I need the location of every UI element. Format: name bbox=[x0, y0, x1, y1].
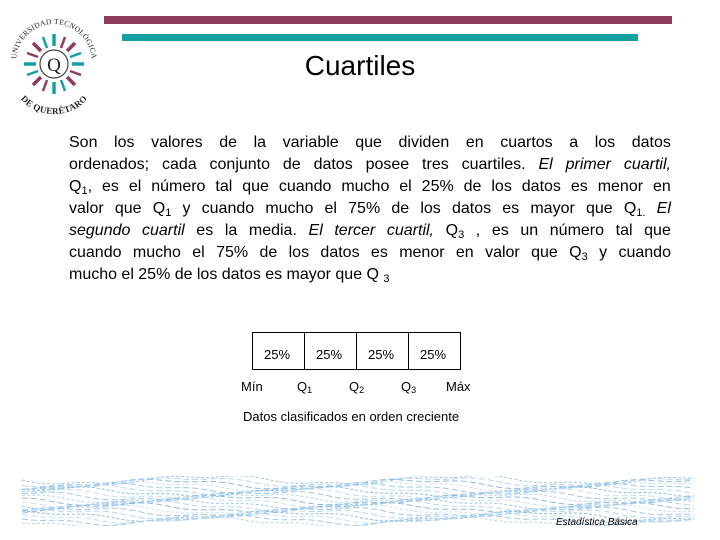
paragraph-word: cuando bbox=[201, 200, 255, 217]
logo-text-top: UNIVERSIDAD TECNOLÓGICA bbox=[9, 16, 99, 60]
paragraph-word: es bbox=[265, 266, 283, 283]
wave-line bbox=[22, 505, 694, 515]
paragraph-word: cuartil bbox=[142, 222, 185, 239]
paragraph-word: que bbox=[114, 200, 142, 217]
footer-course-name: Estadística Básica bbox=[556, 517, 638, 528]
quartile-percent: 25% bbox=[368, 347, 395, 362]
quartile-symbol: Q $_3$ bbox=[366, 266, 390, 285]
paragraph-word: datos bbox=[521, 178, 561, 195]
quartile-percent: 25% bbox=[316, 347, 343, 362]
paragraph-word: de bbox=[391, 200, 410, 217]
paragraph-word: mayor bbox=[286, 266, 331, 283]
paragraph-word: , bbox=[475, 222, 481, 239]
paragraph-word: en bbox=[465, 134, 484, 151]
paragraph-word: valores bbox=[151, 134, 203, 151]
paragraph-word: en bbox=[455, 244, 474, 261]
q1-label: $Q_1$ bbox=[297, 379, 313, 395]
paragraph-word: los bbox=[196, 266, 218, 283]
paragraph-word: la bbox=[253, 134, 267, 151]
paragraph-word: los bbox=[114, 134, 135, 151]
wave-line bbox=[22, 494, 694, 503]
paragraph-word: en bbox=[652, 178, 671, 195]
paragraph-word: que bbox=[242, 178, 269, 195]
page-title: Cuartiles bbox=[304, 50, 416, 81]
paragraph-word: valor bbox=[69, 200, 104, 217]
paragraph-word: menor bbox=[597, 178, 644, 195]
paragraph-word: es bbox=[101, 178, 119, 195]
paragraph-word: datos bbox=[313, 156, 353, 173]
paragraph-word: de bbox=[282, 156, 301, 173]
max-label: Máx bbox=[446, 379, 471, 394]
paragraph-word: El bbox=[656, 200, 671, 217]
paragraph-word: que bbox=[355, 134, 382, 151]
paragraph-word: los bbox=[288, 244, 310, 261]
paragraph-word: la bbox=[224, 222, 238, 239]
paragraph-word: y bbox=[599, 244, 608, 261]
quartile-divider bbox=[304, 332, 305, 370]
paragraph-word: cuartil, bbox=[386, 222, 434, 239]
paragraph-word: valor bbox=[485, 244, 520, 261]
paragraph-word: de bbox=[463, 178, 482, 195]
paragraph-word: 25% bbox=[138, 266, 171, 283]
quartile-divider bbox=[408, 332, 409, 370]
paragraph-word: es bbox=[370, 244, 388, 261]
paragraph-word: cuando bbox=[618, 244, 671, 261]
paragraph-word: el bbox=[121, 266, 134, 283]
paragraph-word: mucho bbox=[341, 178, 390, 195]
paragraph-word: de bbox=[219, 134, 238, 151]
q3-label: $Q_3$ bbox=[401, 379, 417, 395]
paragraph-word: que bbox=[585, 200, 613, 217]
paragraph-word: que bbox=[644, 222, 671, 239]
diagram-caption: Datos clasificados en orden creciente bbox=[243, 409, 460, 424]
paragraph-word: número bbox=[151, 178, 206, 195]
logo-letter: Q bbox=[47, 55, 61, 76]
q2-label: $Q_2$ bbox=[349, 379, 365, 395]
paragraph-word: el bbox=[324, 200, 337, 217]
paragraph-word: los bbox=[420, 200, 441, 217]
paragraph-word: mucho bbox=[132, 244, 181, 261]
paragraph-word: los bbox=[491, 178, 512, 195]
paragraph-word: cuartil, bbox=[623, 156, 671, 173]
paragraph-word: 25% bbox=[421, 178, 454, 195]
paragraph-word: posee bbox=[365, 156, 410, 173]
paragraph-word: datos bbox=[221, 266, 261, 283]
paragraph-word: El bbox=[538, 156, 553, 173]
paragraph-word: que bbox=[335, 266, 363, 283]
paragraph-word: es bbox=[570, 178, 588, 195]
paragraph-word: de bbox=[259, 244, 278, 261]
quartile-percent: 25% bbox=[264, 347, 291, 362]
quartile-symbol: $Q_{1.}$ bbox=[623, 200, 646, 219]
paragraph-word: segundo bbox=[69, 222, 131, 239]
paragraph-word: es bbox=[502, 200, 520, 217]
paragraph-word: y bbox=[182, 200, 191, 217]
paragraph-word: cuando bbox=[69, 244, 122, 261]
paragraph-word: menor bbox=[399, 244, 445, 261]
paragraph-word: mucho bbox=[265, 200, 314, 217]
quartile-symbol: $Q_3$ bbox=[569, 244, 588, 263]
quartile-symbol: $Q_1$, bbox=[69, 178, 93, 197]
paragraph-word: tal bbox=[215, 178, 233, 195]
paragraph-word: datos bbox=[451, 200, 492, 217]
paragraph-word: mucho bbox=[69, 266, 118, 283]
quartile-percent: 25% bbox=[420, 347, 447, 362]
paragraph-word: primer bbox=[565, 156, 611, 173]
quartile-symbol: $Q_3$ bbox=[445, 222, 465, 241]
paragraph-word: cuartiles. bbox=[461, 156, 526, 173]
paragraph-word: 75% bbox=[216, 244, 249, 261]
paragraph-word: tal bbox=[615, 222, 633, 239]
paragraph-word: conjunto bbox=[209, 156, 271, 173]
paragraph-word: los bbox=[594, 134, 616, 151]
paragraph-word: el bbox=[192, 244, 205, 261]
paragraph-word: tercer bbox=[334, 222, 376, 239]
quartile-symbol: $Q_1$ bbox=[152, 200, 172, 219]
paragraph-word: mayor bbox=[530, 200, 575, 217]
logo-text-bottom: DE QUERÉTARO bbox=[19, 93, 89, 117]
paragraph-word: variable bbox=[282, 134, 339, 151]
paragraph-word: 75% bbox=[348, 200, 381, 217]
paragraph-word: es bbox=[196, 222, 214, 239]
paragraph-word: media. bbox=[248, 222, 297, 239]
paragraph-word: cuando bbox=[278, 178, 332, 195]
paragraph-word: cada bbox=[161, 156, 197, 173]
paragraph-word: número bbox=[549, 222, 605, 239]
min-label: Mín bbox=[241, 379, 263, 394]
paragraph-word: el bbox=[399, 178, 412, 195]
paragraph-word: ordenados; bbox=[69, 156, 150, 173]
paragraph-word: el bbox=[128, 178, 142, 195]
paragraph-word: El bbox=[308, 222, 323, 239]
paragraph-word: a bbox=[569, 134, 579, 151]
paragraph-word: datos bbox=[631, 134, 671, 151]
paragraph-word: cuartos bbox=[500, 134, 553, 151]
paragraph-word: Son bbox=[69, 134, 98, 151]
paragraph-word: es bbox=[491, 222, 509, 239]
quartile-divider bbox=[356, 332, 357, 370]
paragraph-word: dividen bbox=[398, 134, 450, 151]
paragraph-word: un bbox=[520, 222, 539, 239]
paragraph-word: datos bbox=[320, 244, 360, 261]
paragraph-word: que bbox=[531, 244, 558, 261]
paragraph-word: de bbox=[174, 266, 193, 283]
paragraph-word: tres bbox=[422, 156, 449, 173]
